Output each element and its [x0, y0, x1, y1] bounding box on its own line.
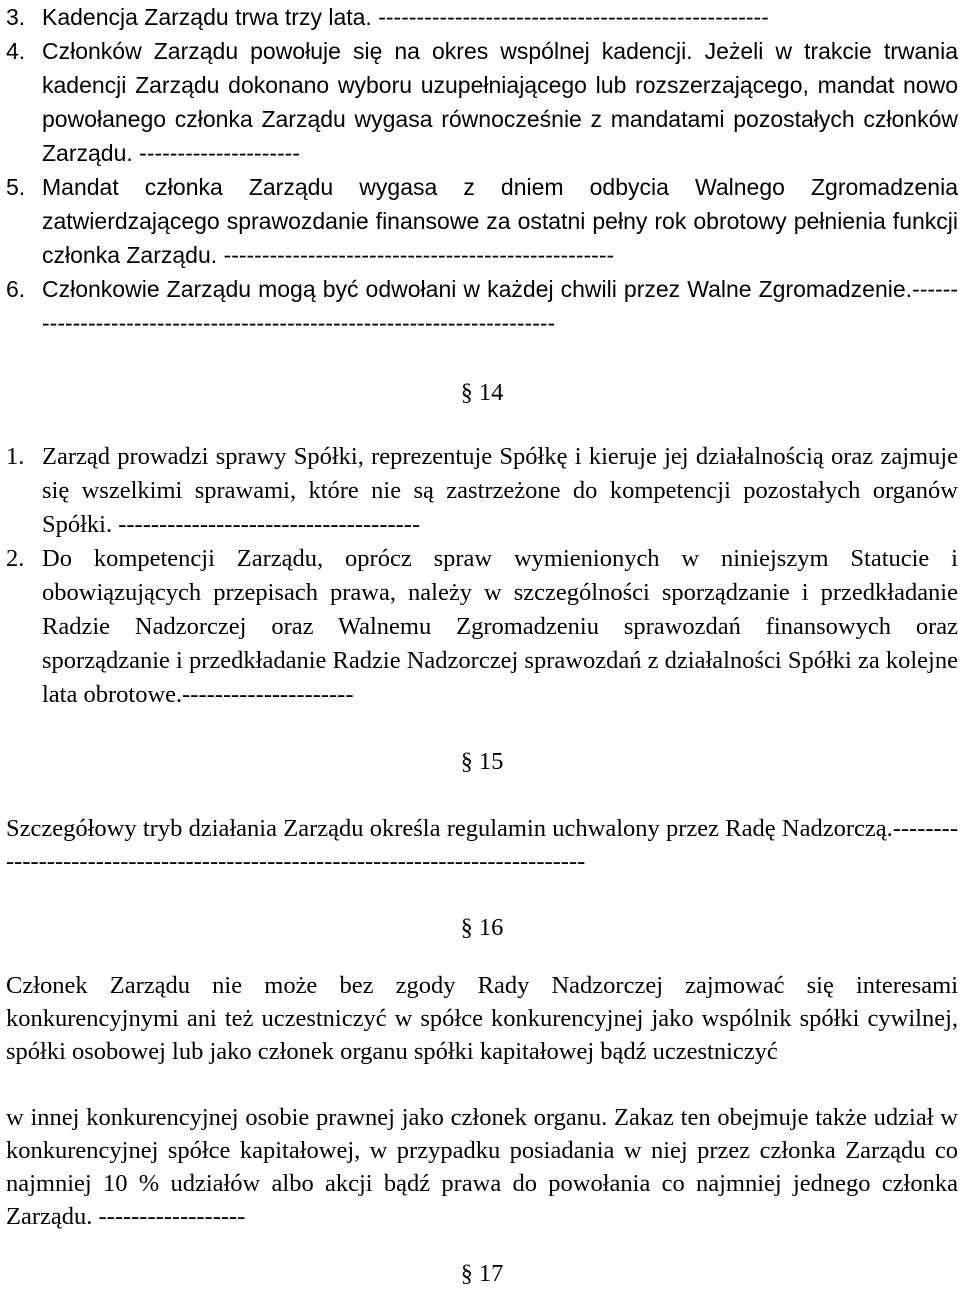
item-number: 5. — [6, 174, 26, 200]
section-heading-16 — [6, 911, 958, 945]
document-body — [6, 0, 958, 1300]
section-number: 14 — [478, 379, 504, 406]
section-symbol: § — [460, 915, 473, 941]
item-text: Członków Zarządu powołuje się na okres wspólnej kadencji. Jeżeli w trakcie trwania kadencji Zarządu dokonano wyboru uzupełniającego lub rozszerzającego, mandat nowo powołanego członka Zarządu wygasa równocześnie z mandatami pozostałych członków Zarządu. --------------------- — [42, 38, 958, 166]
list-item-3 — [6, 0, 958, 34]
item-text: Zarząd prowadzi sprawy Spółki, reprezentuje Spółkę i kieruje jej działalnością oraz zajmuje się wszelkimi sprawami, które nie są zastrzeżone do kompetencji pozostałych organów Spółki. ------------------------------------- — [42, 443, 958, 538]
section-symbol: § — [460, 749, 473, 775]
section-symbol: § — [460, 1261, 473, 1287]
item-number: 6. — [6, 276, 26, 302]
section-number: 16 — [478, 914, 504, 941]
list-item-6 — [6, 272, 958, 340]
section-number: 17 — [478, 1260, 504, 1287]
section-16-text-part2: w innej konkurencyjnej osobie prawnej jako członek organu. Zakaz ten obejmuje także udział w konkurencyjnej spółce kapitałowej, w przypadku posiadania w niej przez członka Zarządu co najmniej 10 % udziałów albo akcji bądź prawa do powołania co najmniej jednego członka Zarządu. ------------------ — [6, 1104, 958, 1230]
item-text: Kadencja Zarządu trwa trzy lata. --------------------------------------------------- — [42, 4, 769, 30]
item-text: Mandat członka Zarządu wygasa z dniem odbycia Walnego Zgromadzenia zatwierdzającego sprawozdanie finansowe za ostatni pełny rok obrotowy pełnienia funkcji członka Zarządu. --------------------------------------------------- — [42, 174, 958, 268]
list-item-4 — [6, 34, 958, 170]
section-16-text-part1: Członek Zarządu nie może bez zgody Rady Nadzorczej zajmować się interesami konkurencyjnymi ani też uczestniczyć w spółce konkurencyjnej jako wspólnik spółki cywilnej, spółki osobowej lub jako członek organu spółki kapitałowej bądź uczestniczyć — [6, 972, 958, 1065]
list-item-2 — [6, 542, 958, 712]
list-item-1 — [6, 440, 958, 542]
section-14-list — [6, 440, 958, 712]
section-heading-17 — [6, 1257, 958, 1291]
list-item-5 — [6, 170, 958, 272]
item-text: Do kompetencji Zarządu, oprócz spraw wymienionych w niniejszym Statucie i obowiązujących przepisach prawa, należy w szczególności sporządzanie i przedkładanie Radzie Nadzorczej oraz Walnemu Zgromadzeniu sprawozdań finansowych oraz sporządzanie i przedkładanie Radzie Nadzorczej sprawozdań z działalności Spółki za kolejne lata obrotowe.--------------------- — [42, 545, 958, 708]
item-number: 3. — [6, 4, 26, 30]
section-number: 15 — [478, 748, 504, 775]
item-number: 4. — [6, 38, 26, 64]
section-13-list — [6, 0, 958, 340]
section-symbol: § — [460, 380, 473, 406]
item-number: 2. — [6, 545, 25, 572]
section-heading-14 — [6, 376, 958, 410]
item-text: Członkowie Zarządu mogą być odwołani w każdej chwili przez Walne Zgromadzenie.------------------------------------------------------------------------- — [42, 276, 958, 336]
item-number: 1. — [6, 443, 25, 470]
section-15-text: Szczegółowy tryb działania Zarządu określa regulamin uchwalony przez Radę Nadzorczą.------------------------------------------------------------------------------- — [6, 815, 958, 875]
section-heading-15 — [6, 745, 958, 779]
